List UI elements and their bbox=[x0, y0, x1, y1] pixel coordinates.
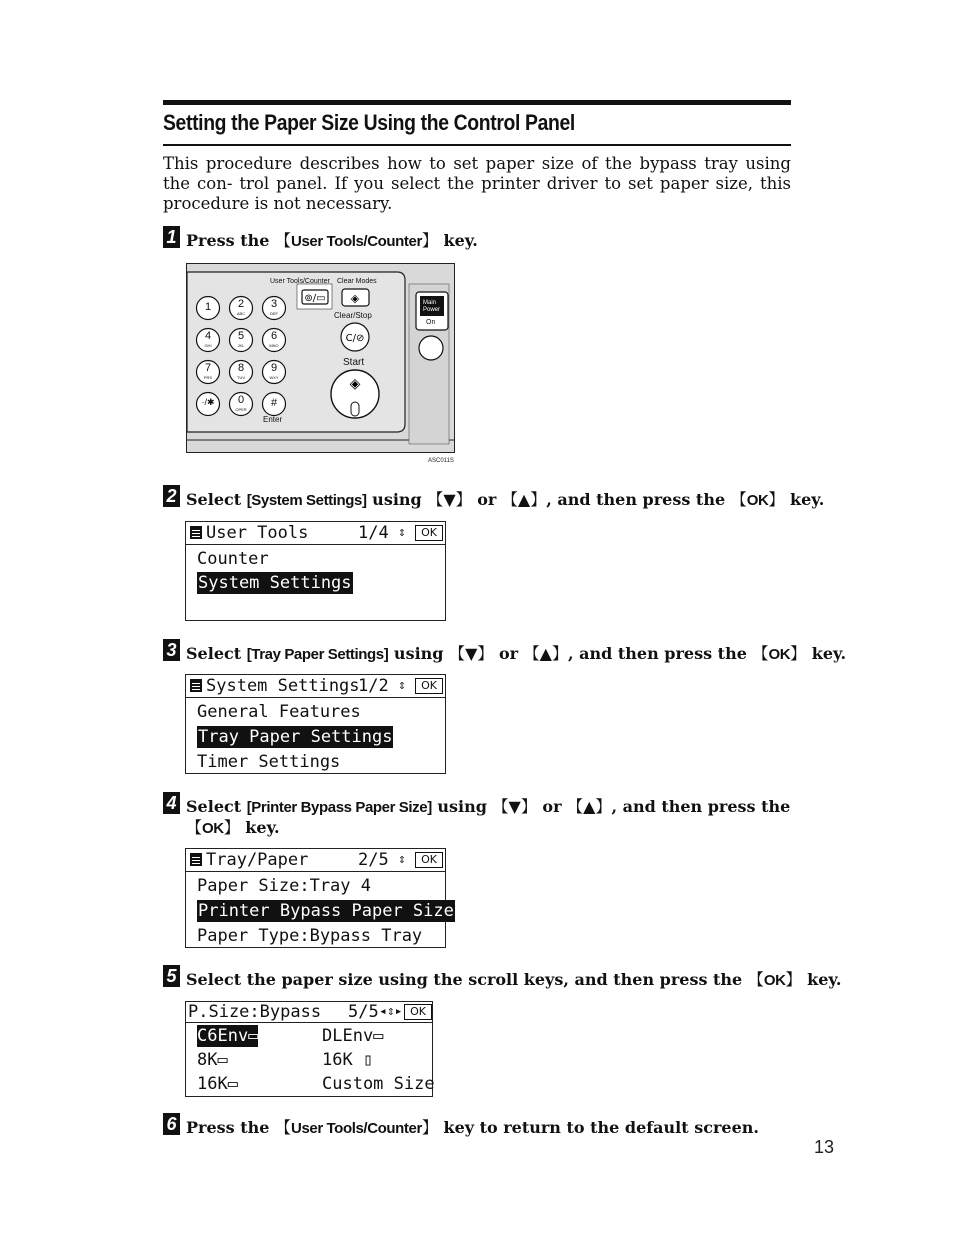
step-number-3: 3 bbox=[163, 639, 180, 661]
paper-landscape-icon: ▭ bbox=[227, 1074, 238, 1094]
step-2-text: Select [System Settings] using 【▼】 or 【▲】, and then press the 【OK】 key. bbox=[186, 490, 825, 509]
step-number-1: 1 bbox=[163, 226, 180, 248]
step-1-text: Press the 【User Tools/Counter】 key. bbox=[186, 231, 478, 250]
step-5-text: Select the paper size using the scroll keys, and then press the 【OK】 key. bbox=[186, 970, 842, 989]
on-label: On bbox=[426, 319, 436, 326]
up-down-scroll-icon: ⇕ bbox=[398, 852, 406, 867]
paper-portrait-icon: ▯ bbox=[362, 1050, 374, 1070]
lcd-title: Tray/Paper bbox=[206, 850, 309, 870]
svg-text:◈: ◈ bbox=[350, 292, 360, 305]
lcd-page-indicator: 1/4 bbox=[358, 523, 389, 543]
keypad-digit-label: 2 bbox=[237, 298, 245, 310]
keypad-letters-label: ABC bbox=[236, 311, 246, 316]
ok-key-name: OK bbox=[202, 820, 224, 837]
lcd-cell-8k: 8K▭ bbox=[197, 1050, 228, 1070]
lcd-row-general-features: General Features bbox=[197, 702, 361, 722]
keypad-letters-label: GHI bbox=[204, 343, 212, 348]
four-way-scroll-icon: ◂⇕▸ bbox=[379, 1004, 403, 1019]
step-number-4: 4 bbox=[163, 792, 180, 814]
lcd-row-timer-settings: Timer Settings bbox=[197, 752, 341, 772]
main-label: Main bbox=[423, 300, 437, 306]
page-number: 13 bbox=[814, 1137, 835, 1157]
lcd-row-counter: Counter bbox=[197, 549, 269, 569]
step-number-2: 2 bbox=[163, 485, 180, 507]
enter-label: Enter bbox=[263, 415, 283, 424]
lcd-title-bar bbox=[186, 1002, 432, 1023]
lcd-cell-16k-landscape: 16K▭ bbox=[197, 1074, 238, 1094]
paper-landscape-icon: ▭ bbox=[217, 1050, 228, 1070]
lcd-row-system-settings-selected: System Settings bbox=[198, 573, 352, 593]
ok-box-icon: OK bbox=[415, 678, 443, 694]
keypad-digit-label: 8 bbox=[237, 362, 245, 374]
clear-stop-label: Clear/Stop bbox=[334, 311, 372, 320]
clear-modes-label: Clear Modes bbox=[337, 278, 377, 285]
keypad-letters-label: MNO bbox=[269, 343, 279, 348]
step-3-text: Select [Tray Paper Settings] using 【▼】 or 【▲】, and then press the 【OK】 key. bbox=[186, 644, 847, 663]
ok-box-icon: OK bbox=[415, 525, 443, 541]
down-arrow-icon: ▼ bbox=[508, 797, 521, 816]
ok-box-icon: OK bbox=[415, 852, 443, 868]
keypad-digit-label: ·/✱ bbox=[201, 397, 215, 407]
user-tools-key-name: User Tools/Counter bbox=[291, 1120, 422, 1137]
lcd-row-tray-paper-settings-selected: Tray Paper Settings bbox=[198, 727, 393, 747]
tray-paper-settings-item: [Tray Paper Settings] bbox=[246, 646, 389, 663]
lcd-row-paper-size-tray4: Paper Size:Tray 4 bbox=[197, 876, 371, 896]
svg-text:C/⊘: C/⊘ bbox=[345, 333, 365, 344]
lcd-screen-system-settings bbox=[185, 674, 446, 774]
lcd-title: P.Size:Bypass bbox=[188, 1002, 322, 1022]
svg-text:⊚/▭: ⊚/▭ bbox=[304, 293, 326, 304]
lcd-title-bar bbox=[186, 675, 445, 698]
lcd-title-bar bbox=[186, 849, 445, 872]
up-arrow-icon: ▲ bbox=[583, 797, 596, 816]
figure-caption: ASC011S bbox=[428, 458, 454, 464]
lcd-page-indicator: 5/5 bbox=[348, 1002, 379, 1022]
lcd-row-paper-type-bypass: Paper Type:Bypass Tray bbox=[197, 926, 423, 946]
user-tools-key-name: User Tools/Counter bbox=[291, 233, 422, 250]
lcd-cell-c6env-selected: C6Env▭ bbox=[197, 1026, 259, 1046]
control-panel-illustration bbox=[186, 263, 455, 453]
down-arrow-icon: ▼ bbox=[465, 644, 478, 663]
document-icon bbox=[190, 679, 202, 692]
ok-key-name: OK bbox=[746, 492, 769, 509]
keypad-letters-label: TUV bbox=[237, 375, 245, 380]
lcd-screen-user-tools bbox=[185, 521, 446, 621]
section-heading: Setting the Paper Size Using the Control Panel bbox=[163, 110, 575, 135]
lcd-cell-custom-size: Custom Size bbox=[322, 1074, 435, 1094]
ok-key-name: OK bbox=[768, 646, 791, 663]
user-tools-counter-label: User Tools/Counter bbox=[270, 278, 330, 285]
keypad-letters-label: PRS bbox=[203, 375, 213, 380]
keypad-digit-label: 4 bbox=[204, 330, 212, 342]
lcd-screen-paper-size-bypass bbox=[185, 1001, 433, 1097]
intro-paragraph: This procedure describes how to set paper size of the bypass tray using the con- trol panel. If you select the printer driver to set paper size, this procedure is not necessary. bbox=[163, 154, 791, 213]
keypad-digit-label: 7 bbox=[204, 362, 212, 374]
up-down-scroll-icon: ⇕ bbox=[398, 525, 406, 540]
keypad-digit-label: 6 bbox=[270, 330, 278, 342]
keypad-digit-label: 0 bbox=[237, 394, 245, 406]
keypad-digit-label: # bbox=[270, 397, 278, 409]
heading-bottom-rule bbox=[163, 144, 791, 146]
keypad-letters-label: WXY bbox=[269, 375, 279, 380]
step-4-text: Select [Printer Bypass Paper Size] using 【▼】 or 【▲】, and then press the 【OK】 key. bbox=[186, 797, 791, 837]
keypad-letters-label: OPER bbox=[235, 407, 247, 412]
paper-landscape-icon: ▭ bbox=[373, 1026, 384, 1046]
keypad-letters-label: DEF bbox=[270, 311, 278, 316]
keypad-digit-label: 5 bbox=[237, 330, 245, 342]
up-arrow-icon: ▲ bbox=[539, 644, 552, 663]
printer-bypass-paper-size-item: [Printer Bypass Paper Size] bbox=[246, 799, 432, 816]
keypad-digit-label: 1 bbox=[204, 301, 212, 313]
heading-top-rule bbox=[163, 100, 791, 105]
power-label: Power bbox=[423, 307, 441, 313]
down-arrow-icon: ▼ bbox=[443, 490, 456, 509]
document-icon bbox=[190, 853, 202, 866]
up-down-scroll-icon: ⇕ bbox=[398, 678, 406, 693]
ok-box-icon: OK bbox=[404, 1004, 432, 1020]
step-number-6: 6 bbox=[163, 1113, 180, 1135]
start-label: Start bbox=[343, 357, 365, 368]
keypad-letters-label: JKL bbox=[237, 343, 245, 348]
lcd-page-indicator: 1/2 bbox=[358, 676, 389, 696]
lcd-cell-dlenv: DLEnv▭ bbox=[322, 1026, 384, 1046]
lcd-cell-16k-portrait: 16K ▯ bbox=[322, 1050, 374, 1070]
lcd-page-indicator: 2/5 bbox=[358, 850, 389, 870]
paper-landscape-icon: ▭ bbox=[248, 1026, 259, 1046]
step-6-text: Press the 【User Tools/Counter】 key to return to the default screen. bbox=[186, 1118, 759, 1137]
lcd-screen-tray-paper bbox=[185, 848, 454, 948]
svg-text:◈: ◈ bbox=[349, 376, 361, 392]
keypad-digit-label: 9 bbox=[270, 362, 278, 374]
keypad-digit-label: 3 bbox=[270, 298, 278, 310]
lcd-row-printer-bypass-paper-size-selected: Printer Bypass Paper Size bbox=[198, 901, 454, 921]
up-arrow-icon: ▲ bbox=[517, 490, 531, 509]
lcd-title-bar bbox=[186, 522, 445, 545]
ok-key-name: OK bbox=[763, 972, 786, 989]
lcd-title: User Tools bbox=[206, 523, 309, 543]
lcd-title: System Settings bbox=[206, 676, 360, 696]
system-settings-item: [System Settings] bbox=[246, 492, 367, 509]
step-number-5: 5 bbox=[163, 965, 180, 987]
document-icon bbox=[190, 526, 202, 539]
control-panel-svg bbox=[187, 264, 455, 453]
